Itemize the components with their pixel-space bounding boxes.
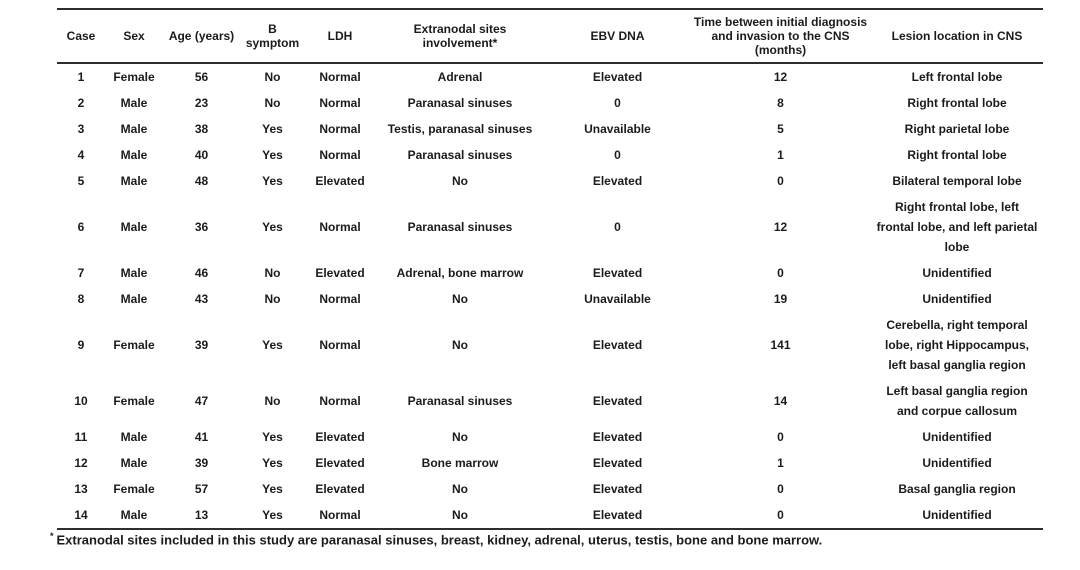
header-row bbox=[57, 9, 1043, 63]
table-cell: No bbox=[264, 96, 281, 110]
table-body bbox=[57, 63, 1043, 529]
table-cell: Normal bbox=[319, 508, 361, 522]
table-cell: Yes bbox=[262, 482, 283, 496]
table-cell: Yes bbox=[262, 430, 283, 444]
table-cell: Female bbox=[113, 394, 155, 408]
table-row bbox=[57, 142, 1043, 168]
table-cell: Right frontal lobe bbox=[907, 148, 1007, 162]
table-cell: Paranasal sinuses bbox=[407, 220, 513, 234]
table-cell: 11 bbox=[74, 430, 88, 444]
table-cell: Normal bbox=[319, 338, 361, 352]
table-row bbox=[57, 424, 1043, 450]
column-header: LDH bbox=[327, 29, 353, 43]
table-cell: Testis, paranasal sinuses bbox=[387, 122, 533, 136]
table-cell: No bbox=[264, 394, 281, 408]
table-cell: Bilateral temporal lobe bbox=[892, 174, 1022, 188]
table-cell: Male bbox=[120, 174, 148, 188]
table-cell: Paranasal sinuses bbox=[407, 96, 513, 110]
table-cell: Yes bbox=[262, 122, 283, 136]
column-header: Extranodal sites involvement* bbox=[413, 22, 507, 50]
table-cell: Elevated bbox=[592, 430, 643, 444]
table-cell: 39 bbox=[194, 338, 209, 352]
table-cell: Unidentified bbox=[922, 508, 992, 522]
table-cell: Normal bbox=[319, 70, 361, 84]
footnote-marker: * bbox=[50, 531, 54, 541]
table-row bbox=[57, 116, 1043, 142]
cases-table bbox=[57, 8, 1043, 530]
table-cell: 12 bbox=[74, 456, 88, 470]
table-cell: 0 bbox=[777, 430, 784, 444]
table-cell: No bbox=[452, 292, 468, 306]
table-cell: Male bbox=[120, 148, 148, 162]
table-cell: Male bbox=[120, 96, 148, 110]
table-cell: Female bbox=[113, 338, 155, 352]
table-cell: 0 bbox=[614, 220, 621, 234]
table-row bbox=[57, 90, 1043, 116]
table-cell: 7 bbox=[77, 266, 85, 280]
table-cell: Unavailable bbox=[584, 122, 651, 136]
table-cell: Elevated bbox=[315, 266, 365, 280]
table-cell: Unidentified bbox=[922, 292, 992, 306]
table-cell: Elevated bbox=[315, 456, 365, 470]
table-cell: 141 bbox=[770, 338, 791, 352]
table-cell: Normal bbox=[319, 96, 361, 110]
table-row bbox=[57, 260, 1043, 286]
column-header: Sex bbox=[123, 29, 145, 43]
table-cell: Yes bbox=[262, 508, 283, 522]
table-cell: Unidentified bbox=[922, 430, 992, 444]
table-cell: Elevated bbox=[592, 482, 643, 496]
table-cell: Male bbox=[120, 292, 148, 306]
table-cell: Elevated bbox=[592, 456, 643, 470]
table-cell: Elevated bbox=[592, 394, 643, 408]
table-cell: Left frontal lobe bbox=[911, 70, 1003, 84]
table-cell: 40 bbox=[194, 148, 209, 162]
table-cell: 36 bbox=[194, 220, 209, 234]
column-header: EBV DNA bbox=[590, 29, 645, 43]
table-header bbox=[57, 9, 1043, 63]
table-cell: Unidentified bbox=[922, 266, 992, 280]
table-cell: Adrenal, bone marrow bbox=[396, 266, 524, 280]
table-cell: 9 bbox=[77, 338, 85, 352]
table-cell: 0 bbox=[777, 266, 784, 280]
table-cell: Adrenal bbox=[437, 70, 483, 84]
table-cell: 41 bbox=[194, 430, 209, 444]
table-cell: Elevated bbox=[315, 482, 365, 496]
column-header: Time between initial diagnosis and invasion to the CNS (months) bbox=[693, 15, 868, 57]
column-header: B symptom bbox=[245, 22, 300, 50]
column-header: Lesion location in CNS bbox=[891, 29, 1023, 43]
table-cell: 12 bbox=[773, 70, 788, 84]
table-cell: Normal bbox=[319, 292, 361, 306]
table-cell: 46 bbox=[194, 266, 209, 280]
table-cell: Male bbox=[120, 508, 148, 522]
table-cell: Yes bbox=[262, 338, 283, 352]
table-cell: 19 bbox=[773, 292, 788, 306]
table-cell: Male bbox=[120, 122, 148, 136]
table-cell: Unavailable bbox=[584, 292, 651, 306]
table-cell: Unidentified bbox=[922, 456, 992, 470]
table-cell: 8 bbox=[77, 292, 85, 306]
table-cell: 8 bbox=[777, 96, 784, 110]
column-header: Age (years) bbox=[168, 29, 235, 43]
table-cell: 5 bbox=[77, 174, 85, 188]
table-cell: 2 bbox=[77, 96, 85, 110]
table-cell: 14 bbox=[74, 508, 88, 522]
table-cell: Yes bbox=[262, 174, 283, 188]
table-cell: No bbox=[452, 338, 468, 352]
table-cell: Male bbox=[120, 266, 148, 280]
table-cell: Paranasal sinuses bbox=[407, 394, 513, 408]
table-row bbox=[57, 312, 1043, 378]
table-cell: 43 bbox=[194, 292, 209, 306]
table-cell: 0 bbox=[614, 96, 621, 110]
table-cell: Female bbox=[113, 482, 155, 496]
table-cell: Elevated bbox=[592, 174, 643, 188]
table-cell: 57 bbox=[194, 482, 209, 496]
table-cell: 4 bbox=[77, 148, 85, 162]
table-cell: 0 bbox=[777, 482, 784, 496]
table-row bbox=[57, 502, 1043, 529]
table-row bbox=[57, 450, 1043, 476]
table-cell: 14 bbox=[773, 394, 788, 408]
table-cell: 0 bbox=[614, 148, 621, 162]
table-cell: 3 bbox=[77, 122, 85, 136]
table-cell: Elevated bbox=[592, 70, 643, 84]
table-cell: Cerebella, right temporal lobe, right Hippocampus, left basal ganglia region bbox=[884, 318, 1029, 372]
table-cell: No bbox=[452, 482, 468, 496]
table-cell: Basal ganglia region bbox=[898, 482, 1016, 496]
table-cell: Right parietal lobe bbox=[904, 122, 1010, 136]
table-cell: Male bbox=[120, 430, 148, 444]
table-cell: Yes bbox=[262, 148, 283, 162]
table-cell: 1 bbox=[777, 456, 784, 470]
table-cell: Normal bbox=[319, 148, 361, 162]
table-cell: 5 bbox=[777, 122, 784, 136]
footnote bbox=[50, 531, 822, 547]
table-cell: 1 bbox=[777, 148, 784, 162]
table-row bbox=[57, 63, 1043, 90]
table-cell: No bbox=[452, 508, 468, 522]
table-cell: Elevated bbox=[592, 338, 643, 352]
table-cell: Male bbox=[120, 220, 148, 234]
table-cell: 12 bbox=[773, 220, 788, 234]
table-cell: 48 bbox=[194, 174, 209, 188]
table-cell: Left basal ganglia region and corpue callosum bbox=[886, 384, 1028, 418]
table-cell: 13 bbox=[194, 508, 209, 522]
table-cell: No bbox=[452, 430, 468, 444]
table-cell: Right frontal lobe, left frontal lobe, and left parietal lobe bbox=[876, 200, 1038, 254]
footnote-text: Extranodal sites included in this study are paranasal sinuses, breast, kidney, adrenal, uterus, testis, bone and bone marrow. bbox=[56, 532, 823, 548]
table-cell: Yes bbox=[262, 456, 283, 470]
table-cell: Male bbox=[120, 456, 148, 470]
table-cell: 56 bbox=[194, 70, 209, 84]
table-cell: 10 bbox=[74, 394, 88, 408]
table-cell: 0 bbox=[777, 508, 784, 522]
table-cell: Normal bbox=[319, 394, 361, 408]
table-row bbox=[57, 476, 1043, 502]
column-header: Case bbox=[66, 29, 96, 43]
table-cell: No bbox=[264, 70, 281, 84]
table-cell: 23 bbox=[194, 96, 209, 110]
table-cell: Elevated bbox=[315, 174, 365, 188]
table-cell: Elevated bbox=[592, 508, 643, 522]
table-cell: Elevated bbox=[592, 266, 643, 280]
table-cell: Elevated bbox=[315, 430, 365, 444]
table-row bbox=[57, 378, 1043, 424]
table-row bbox=[57, 286, 1043, 312]
table-cell: 38 bbox=[194, 122, 209, 136]
table-cell: Bone marrow bbox=[421, 456, 499, 470]
table-cell: 1 bbox=[77, 70, 85, 84]
table-row bbox=[57, 194, 1043, 260]
table-cell: 47 bbox=[194, 394, 209, 408]
table-cell: Normal bbox=[319, 220, 361, 234]
table-cell: No bbox=[452, 174, 468, 188]
table-cell: No bbox=[264, 266, 281, 280]
table-cell: 39 bbox=[194, 456, 209, 470]
table-cell: 6 bbox=[77, 220, 85, 234]
table-row bbox=[57, 168, 1043, 194]
table-cell: 13 bbox=[74, 482, 88, 496]
table-cell: Paranasal sinuses bbox=[407, 148, 513, 162]
table-cell: Yes bbox=[262, 220, 283, 234]
table-cell: No bbox=[264, 292, 281, 306]
table-cell: Normal bbox=[319, 122, 361, 136]
table-cell: Right frontal lobe bbox=[907, 96, 1007, 110]
table-cell: 0 bbox=[777, 174, 784, 188]
table-cell: Female bbox=[113, 70, 155, 84]
